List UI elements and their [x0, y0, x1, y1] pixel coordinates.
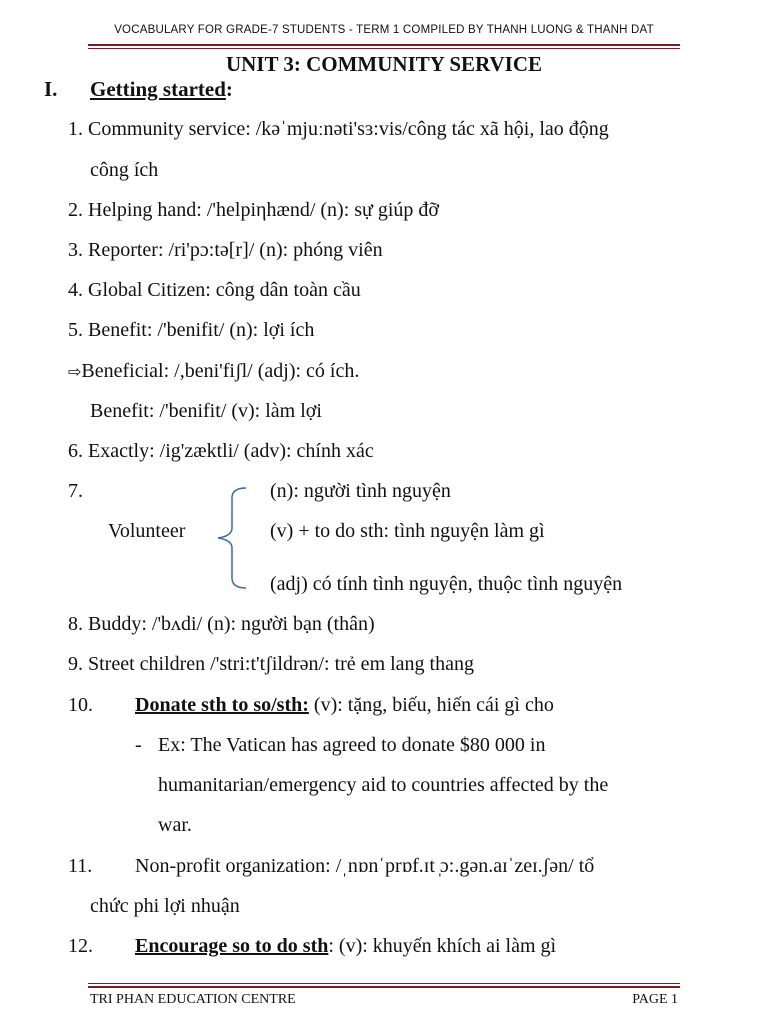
section-label: Getting started	[90, 77, 226, 101]
section-heading	[44, 77, 233, 102]
vocab-item-12-term: Encourage so to do sth	[135, 935, 329, 957]
vocab-item-12	[135, 935, 556, 958]
example-line-2: humanitarian/emergency aid to countries affected by the	[158, 774, 609, 796]
page-number: PAGE 1	[632, 992, 678, 1007]
curly-brace-icon	[214, 486, 254, 590]
vocab-item-12-meaning: : (v): khuyến khích ai làm gì	[328, 935, 557, 957]
vocab-item-10	[135, 694, 554, 717]
vocab-item-7-verb: (v) + to do sth: tình nguyện làm gì	[270, 520, 545, 542]
unit-title: UNIT 3: COMMUNITY SERVICE	[225, 52, 543, 76]
section-colon: :	[225, 77, 233, 101]
vocab-item-7-adj: (adj) có tính tình nguyện, thuộc tình nguyện	[270, 573, 623, 595]
arrow-right-icon: ⇨	[68, 362, 82, 381]
header-rule-thin	[88, 48, 680, 49]
vocab-item-9: 9. Street children /'stri:t'tʃildrən/: trẻ em lang thang	[68, 653, 474, 675]
vocab-item-11: Non-profit organization: /ˌnɒnˈprɒf.ɪt ̩ɔ:.gən.aɪˈzeɪ.ʃən/ tổ	[135, 855, 595, 877]
footer-rule-thick	[88, 986, 680, 988]
vocab-item-2: 2. Helping hand: /'helpiηhænd/ (n): sự giúp đỡ	[68, 199, 440, 221]
example-line-1: Ex: The Vatican has agreed to donate $80 000 in	[158, 734, 546, 756]
vocab-item-12-number: 12.	[68, 935, 93, 957]
vocab-item-7-word: Volunteer	[108, 520, 186, 542]
vocab-item-6: 6. Exactly: /ig'zæktli/ (adv): chính xác	[68, 440, 374, 462]
vocab-item-3: 3. Reporter: /ri'pɔ:tə[r]/ (n): phóng viên	[68, 239, 383, 261]
vocab-item-1: 1. Community service: /kəˈmjuːnəti'sɜ:vis/công tác xã hội, lao động	[68, 118, 609, 140]
vocab-item-10-term: Donate sth to so/sth:	[135, 694, 309, 716]
vocab-item-5: 5. Benefit: /'benifit/ (n): lợi ích	[68, 319, 315, 341]
vocab-item-7-number: 7.	[68, 480, 83, 502]
footer-centre-name: TRI PHAN EDUCATION CENTRE	[90, 992, 296, 1007]
vocab-item-1-cont: công ích	[90, 159, 159, 181]
footer-rule-thin	[88, 983, 680, 984]
vocab-item-5-derived	[68, 360, 359, 383]
vocab-item-10-meaning: (v): tặng, biếu, hiến cái gì cho	[308, 694, 554, 716]
section-number: I.	[44, 77, 58, 101]
vocab-item-8: 8. Buddy: /'bʌdi/ (n): người bạn (thân)	[68, 613, 375, 635]
vocab-item-11-cont: chức phi lợi nhuận	[90, 895, 240, 917]
vocab-item-4: 4. Global Citizen: công dân toàn cầu	[68, 279, 361, 301]
example-dash: -	[135, 734, 142, 756]
running-header: VOCABULARY FOR GRADE-7 STUDENTS - TERM 1 COMPILED BY THANH LUONG & THANH DAT	[114, 24, 654, 36]
vocab-item-5-verb: Benefit: /'benifit/ (v): làm lợi	[90, 400, 322, 422]
example-line-3: war.	[158, 814, 192, 836]
vocab-item-10-number: 10.	[68, 694, 93, 716]
vocab-item-7-noun: (n): người tình nguyện	[270, 480, 451, 502]
header-rule-thick	[88, 44, 680, 46]
vocab-item-5-adj: Beneficial: /,beni'fiʃl/ (adj): có ích.	[81, 360, 360, 382]
vocab-item-11-number: 11.	[68, 855, 93, 877]
